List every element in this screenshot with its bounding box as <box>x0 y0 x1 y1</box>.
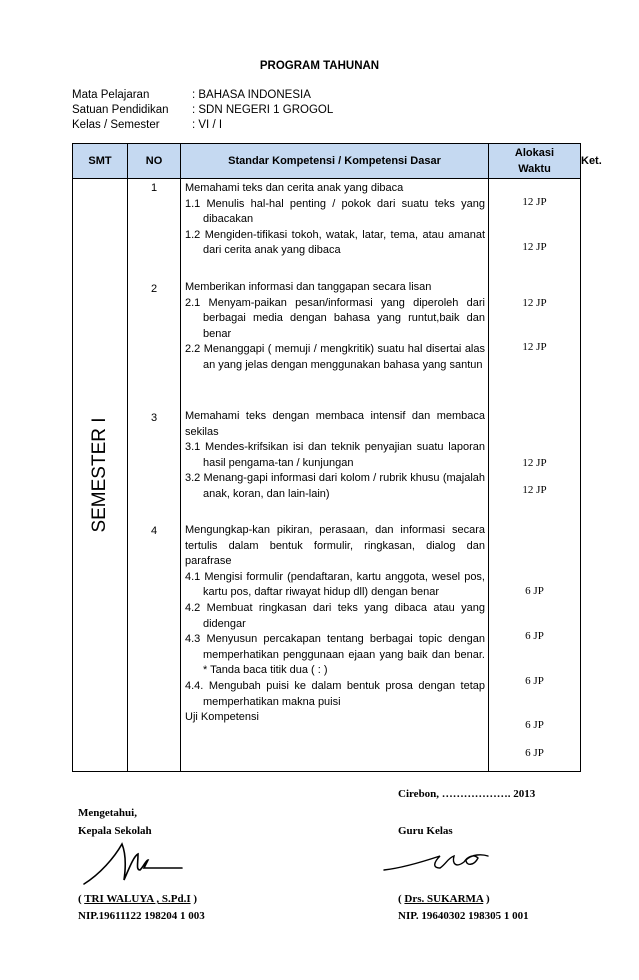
header-alokasi <box>489 144 581 179</box>
meta-label: Mata Pelajaran <box>72 89 150 101</box>
semester-cell <box>73 179 128 772</box>
header-alokasi-1: Alokasi <box>514 147 555 159</box>
kd-text: 1.2 Mengiden-tifikasi tokoh, watak, latar, tema, atau amanat dari cerita anak yang dibaca <box>185 228 485 257</box>
header-smt: SMT <box>73 144 128 179</box>
teacher-name-line <box>398 893 490 905</box>
sk-text: Memahami teks dan cerita anak yang dibaca <box>185 182 404 194</box>
kd-text: 1.1 Menulis hal-hal penting / pokok dari suatu teks yang dibacakan <box>185 197 485 226</box>
meta-label: Kelas / Semester <box>72 119 160 131</box>
teacher-signature-icon <box>382 840 492 880</box>
uji-text: Uji Kompetensi <box>185 711 259 724</box>
kd-text: 4.1 Mengisi formulir (pendaftaran, kartu anggota, wesel pos, kartu pos, daftar riwayat hidup dll) dengan benar <box>185 570 485 599</box>
jp-value: 12 JP <box>522 484 547 496</box>
meta-school <box>72 103 333 118</box>
kd-text: 3.2 Menang-gapi informasi dari kolom / rubrik khusu (majalah anak, koran, dan lain-lain) <box>185 472 485 500</box>
principal-name: TRI WALUYA , S.Pd.I <box>84 893 191 905</box>
sk-text: Memahami teks dengan membaca intensif dan membaca sekilas <box>185 410 485 438</box>
sk-text: Memberikan informasi dan tanggapan secara lisan <box>185 281 432 293</box>
paren: ( <box>398 893 405 905</box>
no-column <box>128 179 181 772</box>
meta-value: : BAHASA INDONESIA <box>192 89 311 101</box>
header-alokasi-2: Waktu <box>518 163 551 175</box>
meta-class <box>72 118 222 133</box>
jp-value: 6 JP <box>525 747 544 759</box>
acknowledged-label: Mengetahui, <box>78 807 137 819</box>
kd-text: 2.1 Menyam-paikan pesan/informasi yang diperoleh dari berbagai media dengan bahasa yang runtut,baik dan benar <box>185 296 485 340</box>
kd-text: 3.1 Mendes-krifsikan isi dan teknik penyajian suatu laporan hasil pengama-tan / kunjungan <box>185 441 485 469</box>
sk-block-1 <box>185 181 485 259</box>
kd-text: 4.4. Mengubah puisi ke dalam bentuk prosa dengan tetap memperhatikan makna puisi <box>185 679 485 708</box>
kd-text: 2.2 Menanggapi ( memuji / mengkritik) suatu hal disertai alas an yang jelas dengan menggunakan bahasa yang santun <box>185 343 485 371</box>
paren: ( <box>78 893 85 905</box>
table-row <box>73 179 581 772</box>
table-header-row: SMT NO Standar Kompetensi / Kompetensi Dasar Alokasi Waktu Ket. <box>73 144 581 179</box>
principal-name-line <box>78 893 197 905</box>
teacher-nip: NIP. 19640302 198305 1 001 <box>398 910 529 922</box>
principal-signature-icon <box>82 840 202 890</box>
sk-block-3 <box>185 409 485 503</box>
kd-text: 4.3 Menyusun percakapan tentang berbagai topic dengan memperhatikan penggunaan ejaan yang baik dan benar. * Tanda baca titik dua ( : ) <box>185 633 485 677</box>
teacher-role: Guru Kelas <box>398 825 453 837</box>
jp-value: 6 JP <box>525 719 544 731</box>
paren: ) <box>190 893 198 905</box>
row-no: 4 <box>150 525 158 537</box>
jp-value: 12 JP <box>522 297 547 309</box>
sk-block-4 <box>185 523 485 726</box>
jp-value: 12 JP <box>522 241 547 253</box>
kd-text: 4.2 Membuat ringkasan dari teks yang dibaca atau yang didengar <box>185 601 485 630</box>
jp-value: 12 JP <box>522 196 547 208</box>
sk-block-2 <box>185 280 485 374</box>
teacher-name: Drs. SUKARMA <box>404 893 484 905</box>
semester-label: SEMESTER I <box>89 417 110 533</box>
jp-value: 6 JP <box>525 675 544 687</box>
row-no: 2 <box>150 283 158 295</box>
header-no: NO <box>128 144 181 179</box>
principal-role: Kepala Sekolah <box>78 825 152 837</box>
jp-column <box>489 179 581 772</box>
paren: ) <box>483 893 490 905</box>
jp-value: 12 JP <box>522 457 547 469</box>
meta-value: : SDN NEGERI 1 GROGOL <box>192 104 333 116</box>
sk-text: Mengungkap-kan pikiran, perasaan, dan informasi secara tertulis dalam bentuk formulir, ringkasan, dialog dan parafrase <box>185 524 485 568</box>
sk-column <box>181 179 489 772</box>
principal-nip: NIP.19611122 198204 1 003 <box>78 910 205 922</box>
jp-value: 12 JP <box>522 341 547 353</box>
page-title: PROGRAM TAHUNAN <box>259 60 380 72</box>
row-no: 1 <box>150 182 158 194</box>
program-table <box>72 143 602 772</box>
meta-subject <box>72 88 311 103</box>
meta-value: : VI / I <box>192 119 222 131</box>
header-sk: Standar Kompetensi / Kompetensi Dasar <box>181 144 489 179</box>
jp-value: 6 JP <box>525 630 544 642</box>
jp-value: 6 JP <box>525 585 544 597</box>
meta-label: Satuan Pendidikan <box>72 104 169 116</box>
place-date: Cirebon, ………………. 2013 <box>398 788 536 800</box>
row-no: 3 <box>150 412 158 424</box>
